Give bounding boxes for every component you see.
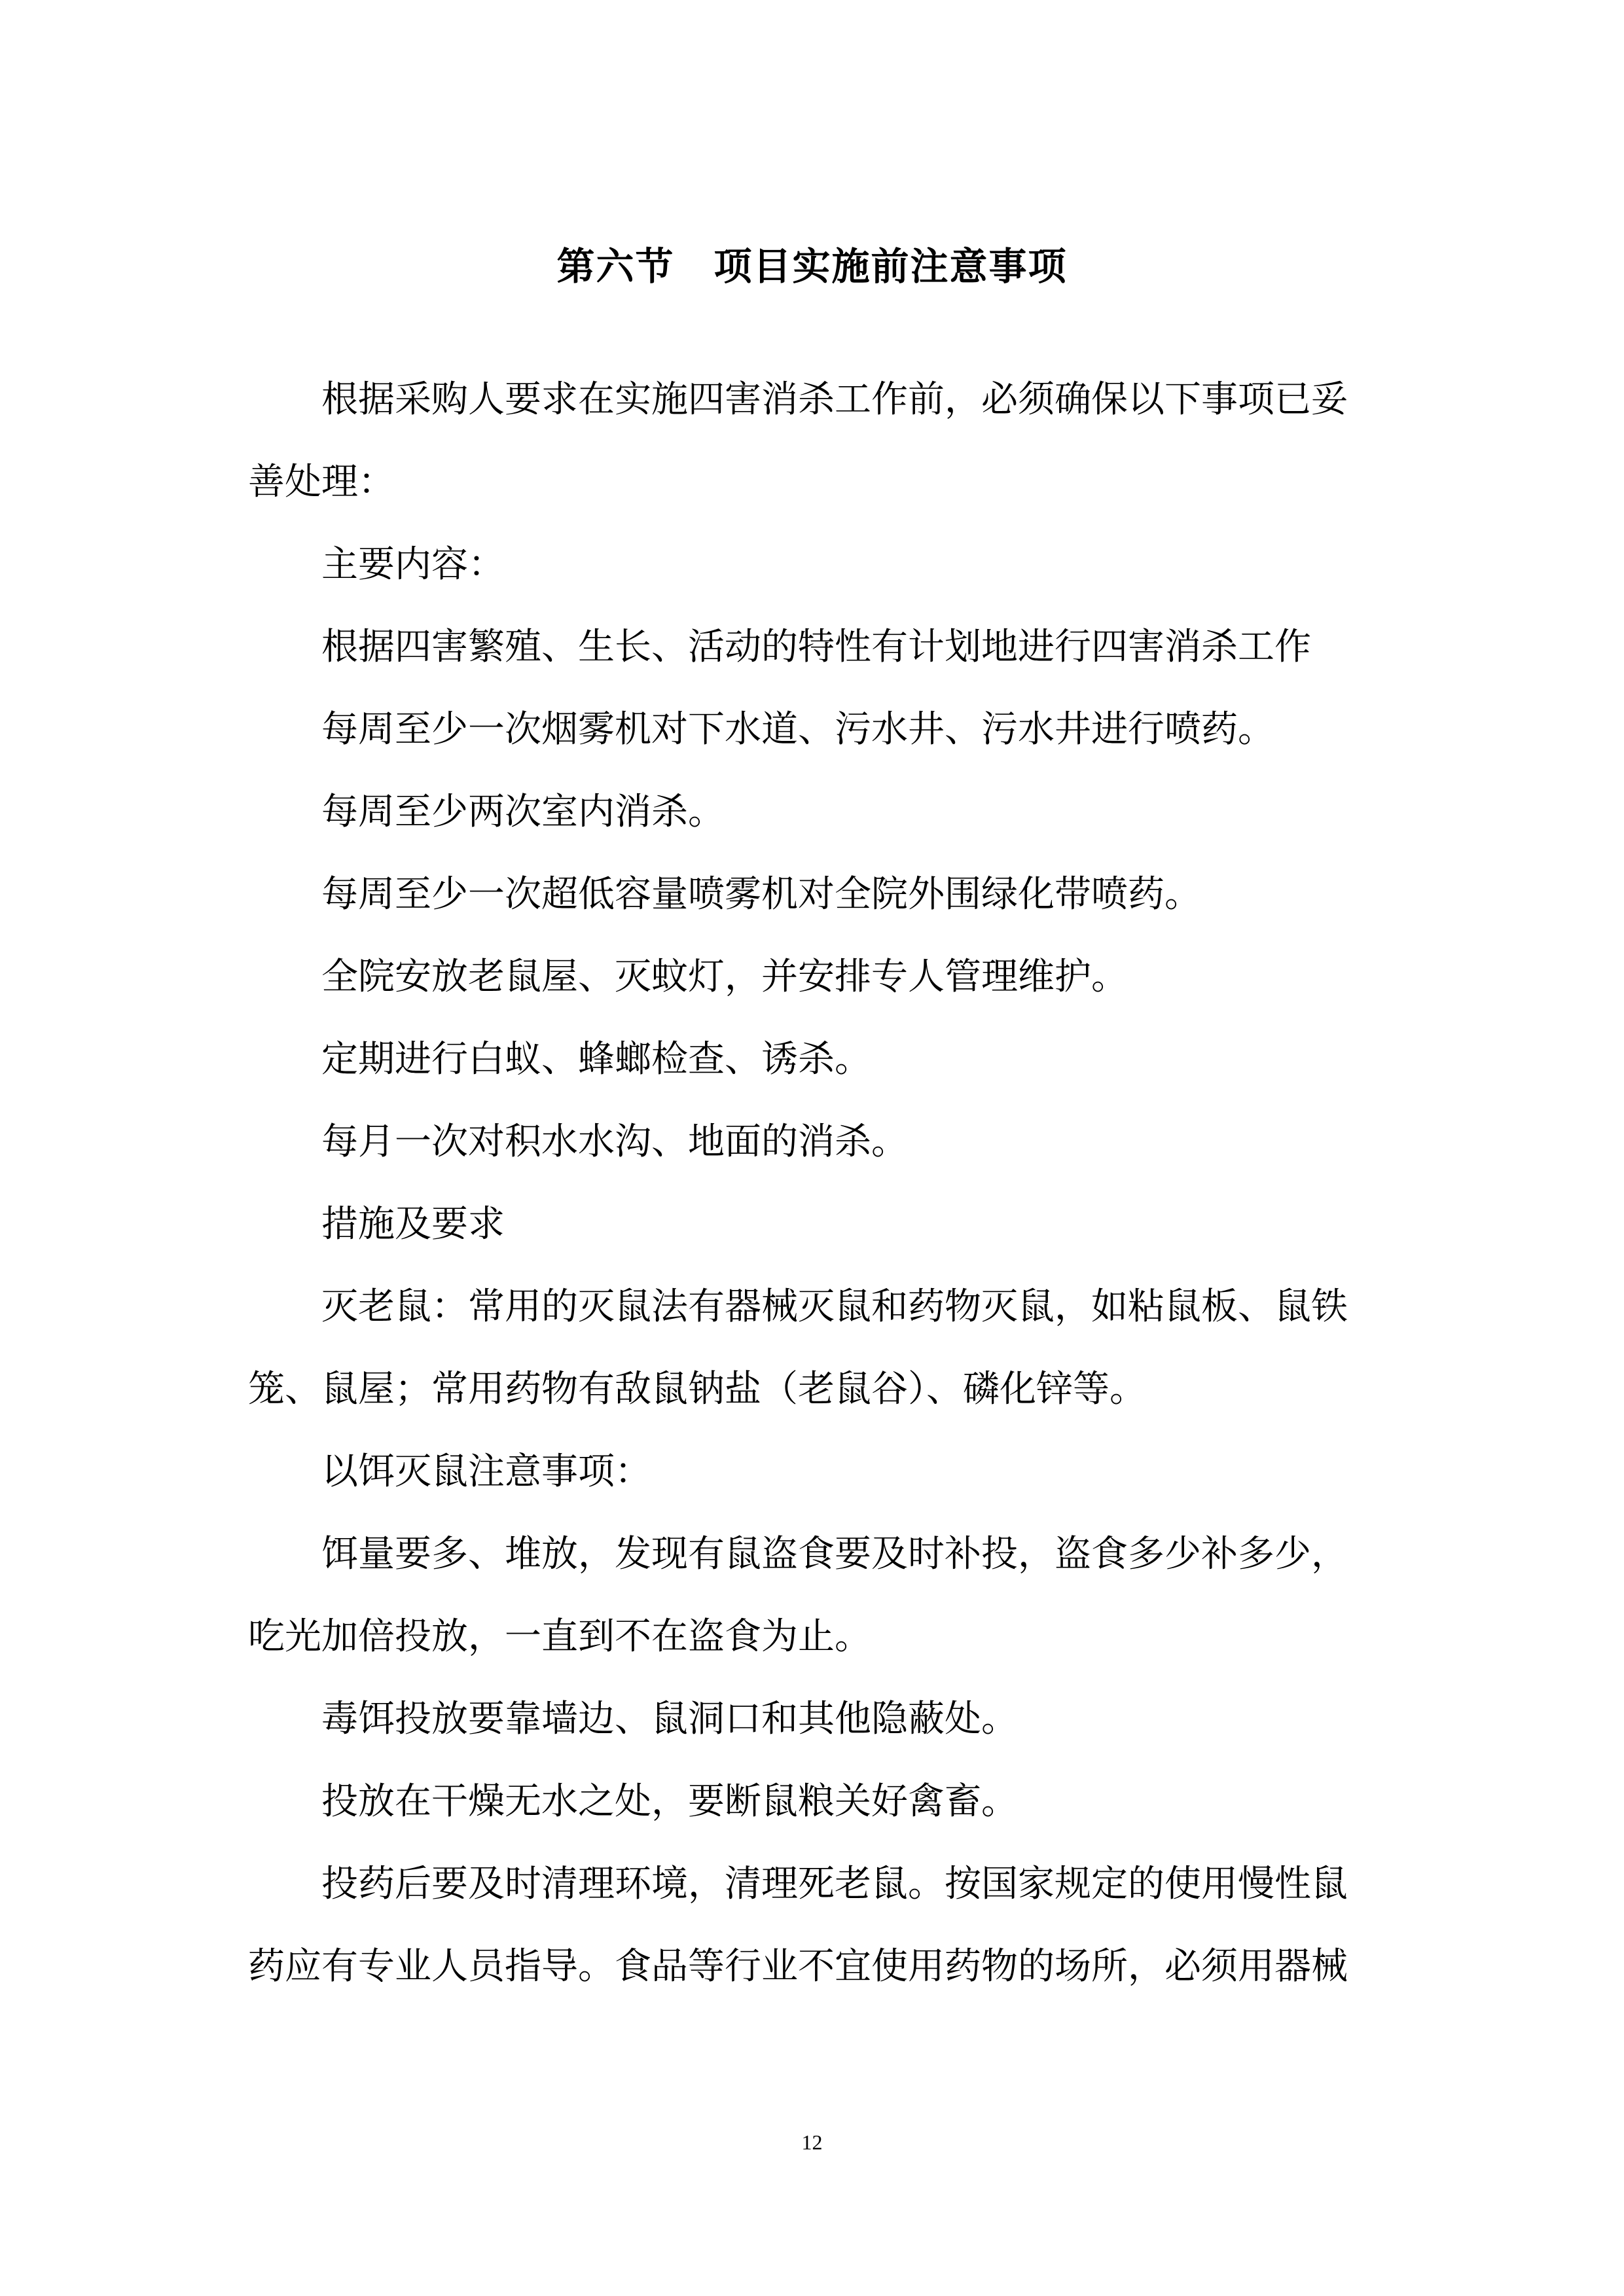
paragraph-line: 饵量要多、堆放，发现有鼠盗食要及时补投，盗食多少补多少， (321, 1533, 1348, 1575)
paragraph (248, 359, 1391, 524)
paragraph-line: 定期进行白蚁、蜂螂检查、诱杀。 (321, 1038, 871, 1081)
paragraph-line: 以饵灭鼠注意事项： (321, 1450, 651, 1493)
paragraph-line: 措施及要求 (321, 1203, 505, 1246)
paragraph (248, 1761, 1391, 1843)
paragraph-line: 投放在干燥无水之处，要断鼠粮关好禽畜。 (321, 1780, 1018, 1823)
page-number: 12 (801, 2130, 823, 2154)
paragraph (248, 606, 1391, 689)
paragraph (248, 936, 1391, 1018)
paragraph-line: 善处理： (248, 461, 395, 503)
document-body (248, 359, 1391, 2008)
paragraph (248, 1678, 1391, 1761)
paragraph-line: 灭老鼠：常用的灭鼠法有器械灭鼠和药物灭鼠，如粘鼠板、鼠铁 (321, 1285, 1348, 1328)
paragraph-line: 药应有专业人员指导。食品等行业不宜使用药物的场所，必须用器械 (248, 1945, 1348, 1988)
paragraph-line: 吃光加倍投放，一直到不在盗食为止。 (248, 1615, 871, 1658)
section-title: 第六节 项目实施前注意事项 (556, 243, 1068, 289)
paragraph-line: 投药后要及时清理环境，清理死老鼠。按国家规定的使用慢性鼠 (321, 1863, 1348, 1905)
paragraph-line: 每周至少一次烟雾机对下水道、污水井、污水井进行喷药。 (321, 708, 1274, 751)
paragraph (248, 1513, 1391, 1678)
paragraph-line: 全院安放老鼠屋、灭蚊灯，并安排专人管理维护。 (321, 956, 1128, 998)
paragraph (248, 524, 1391, 606)
paragraph (248, 1266, 1391, 1431)
paragraph-line: 笼、鼠屋；常用药物有敌鼠钠盐（老鼠谷）、磷化锌等。 (248, 1368, 1146, 1410)
paragraph (248, 1101, 1391, 1183)
paragraph (248, 1431, 1391, 1513)
paragraph-line: 根据四害繁殖、生长、活动的特性有计划地进行四害消杀工作 (321, 626, 1311, 668)
paragraph-line: 每周至少一次超低容量喷雾机对全院外围绿化带喷药。 (321, 873, 1201, 916)
paragraph (248, 853, 1391, 936)
paragraph (248, 1018, 1391, 1101)
paragraph (248, 1843, 1391, 2008)
paragraph (248, 1183, 1391, 1266)
paragraph-line: 每周至少两次室内消杀。 (321, 791, 725, 833)
paragraph-line: 主要内容： (321, 543, 505, 586)
paragraph-line: 根据采购人要求在实施四害消杀工作前，必须确保以下事项已妥 (321, 378, 1348, 421)
paragraph-line: 毒饵投放要靠墙边、鼠洞口和其他隐蔽处。 (321, 1698, 1018, 1740)
paragraph (248, 771, 1391, 853)
paragraph-line: 每月一次对积水水沟、地面的消杀。 (321, 1121, 908, 1163)
paragraph (248, 689, 1391, 771)
